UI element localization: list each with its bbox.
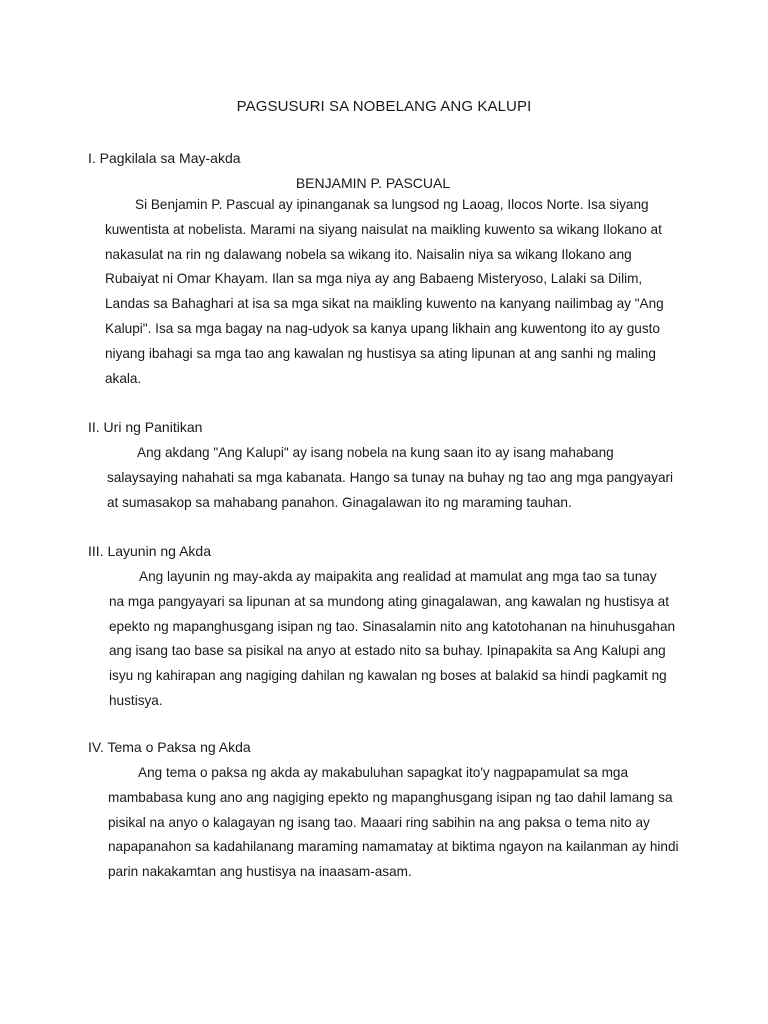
paragraph-line: Ang akdang "Ang Kalupi" ay isang nobela na kung saan ito ay isang mahabang — [137, 445, 614, 460]
paragraph-line: kuwentista at nobelista. Marami na siyang naisulat na maikling kuwento sa wikang Ilokano at — [105, 221, 662, 237]
section-heading-uri: II. Uri ng Panitikan — [88, 419, 203, 435]
paragraph-line: akala. — [105, 370, 142, 386]
paragraph-uri — [107, 441, 673, 515]
paragraph-line: salaysaying nahahati sa mga kabanata. Hango sa tunay na buhay ng tao ang mga pangyayari — [107, 469, 674, 485]
section-heading-layunin: III. Layunin ng Akda — [88, 543, 211, 559]
paragraph-line: Rubaiyat ni Omar Khayam. Ilan sa mga niya ay ang Babaeng Misteryoso, Lalaki sa Dilim, — [105, 271, 643, 287]
paragraph-line: pisikal na anyo o kalagayan ng isang tao. Maaari ring sabihin na ang paksa o tema nito ay — [108, 814, 650, 830]
paragraph-line: napapanahon sa kadahilanang maraming namamatay at biktima ngayon na kailanman ay hindi — [108, 839, 679, 855]
paragraph-line: at sumasakop sa mahabang panahon. Ginagalawan ito ng maraming tauhan. — [107, 494, 572, 510]
paragraph-layunin — [109, 565, 675, 714]
paragraph-line: niyang ibahagi sa mga tao ang kawalan ng hustisya sa ating lipunan at ang sanhi ng maling — [105, 345, 656, 361]
paragraph-line: Si Benjamin P. Pascual ay ipinanganak sa lungsod ng Laoag, Ilocos Norte. Isa siyang — [135, 197, 649, 212]
paragraph-line: mambabasa kung ano ang nagiging epekto ng mapanghusgang isipan ng tao dahil lamang sa — [108, 789, 673, 805]
paragraph-pagkilala — [105, 193, 664, 391]
paragraph-line: Ang tema o paksa ng akda ay makabuluhan sapagkat ito'y nagpapamulat sa mga — [138, 765, 629, 780]
paragraph-line: ang isang tao base sa pisikal na anyo at estado nito sa buhay. Ipinapakita sa Ang Kalupi ang — [109, 643, 666, 659]
paragraph-line: nakasulat na rin ng dalawang nobela sa wikang ito. Naisalin niya sa wikang Ilokano ang — [105, 246, 632, 262]
paragraph-line: epekto ng mapanghusgang isipan ng tao. Sinasalamin nito ang katotohanan na hinuhusgahan — [109, 618, 676, 634]
section-heading-pagkilala: I. Pagkilala sa May-akda — [88, 150, 241, 166]
paragraph-line: Landas sa Bahaghari at isa sa mga sikat na maikling kuwento na kanyang nailimbag ay "Ang — [105, 296, 664, 312]
paragraph-line: parin nakakamtan ang hustisya na inaasam-asam. — [108, 864, 412, 880]
paragraph-line: Ang layunin ng may-akda ay maipakita ang realidad at mamulat ang mga tao sa tunay — [139, 569, 657, 584]
paragraph-line: hustisya. — [109, 692, 163, 708]
document-title: PAGSUSURI SA NOBELANG ANG KALUPI — [236, 98, 532, 115]
section-heading-tema: IV. Tema o Paksa ng Akda — [88, 739, 251, 755]
paragraph-line: isyu ng kahirapan ang nagiging dahilan ng kawalan ng boses at balakid sa hindi pagkamit ng — [109, 668, 667, 684]
paragraph-line: Kalupi". Isa sa mga bagay na nag-udyok sa kanya upang likhain ang kuwentong ito ay gusto — [105, 320, 660, 336]
author-name: BENJAMIN P. PASCUAL — [295, 175, 451, 191]
paragraph-line: na mga pangyayari sa lipunan at sa mundong ating ginagalawan, ang kawalan ng hustisya at — [109, 593, 669, 609]
paragraph-tema — [108, 761, 679, 885]
